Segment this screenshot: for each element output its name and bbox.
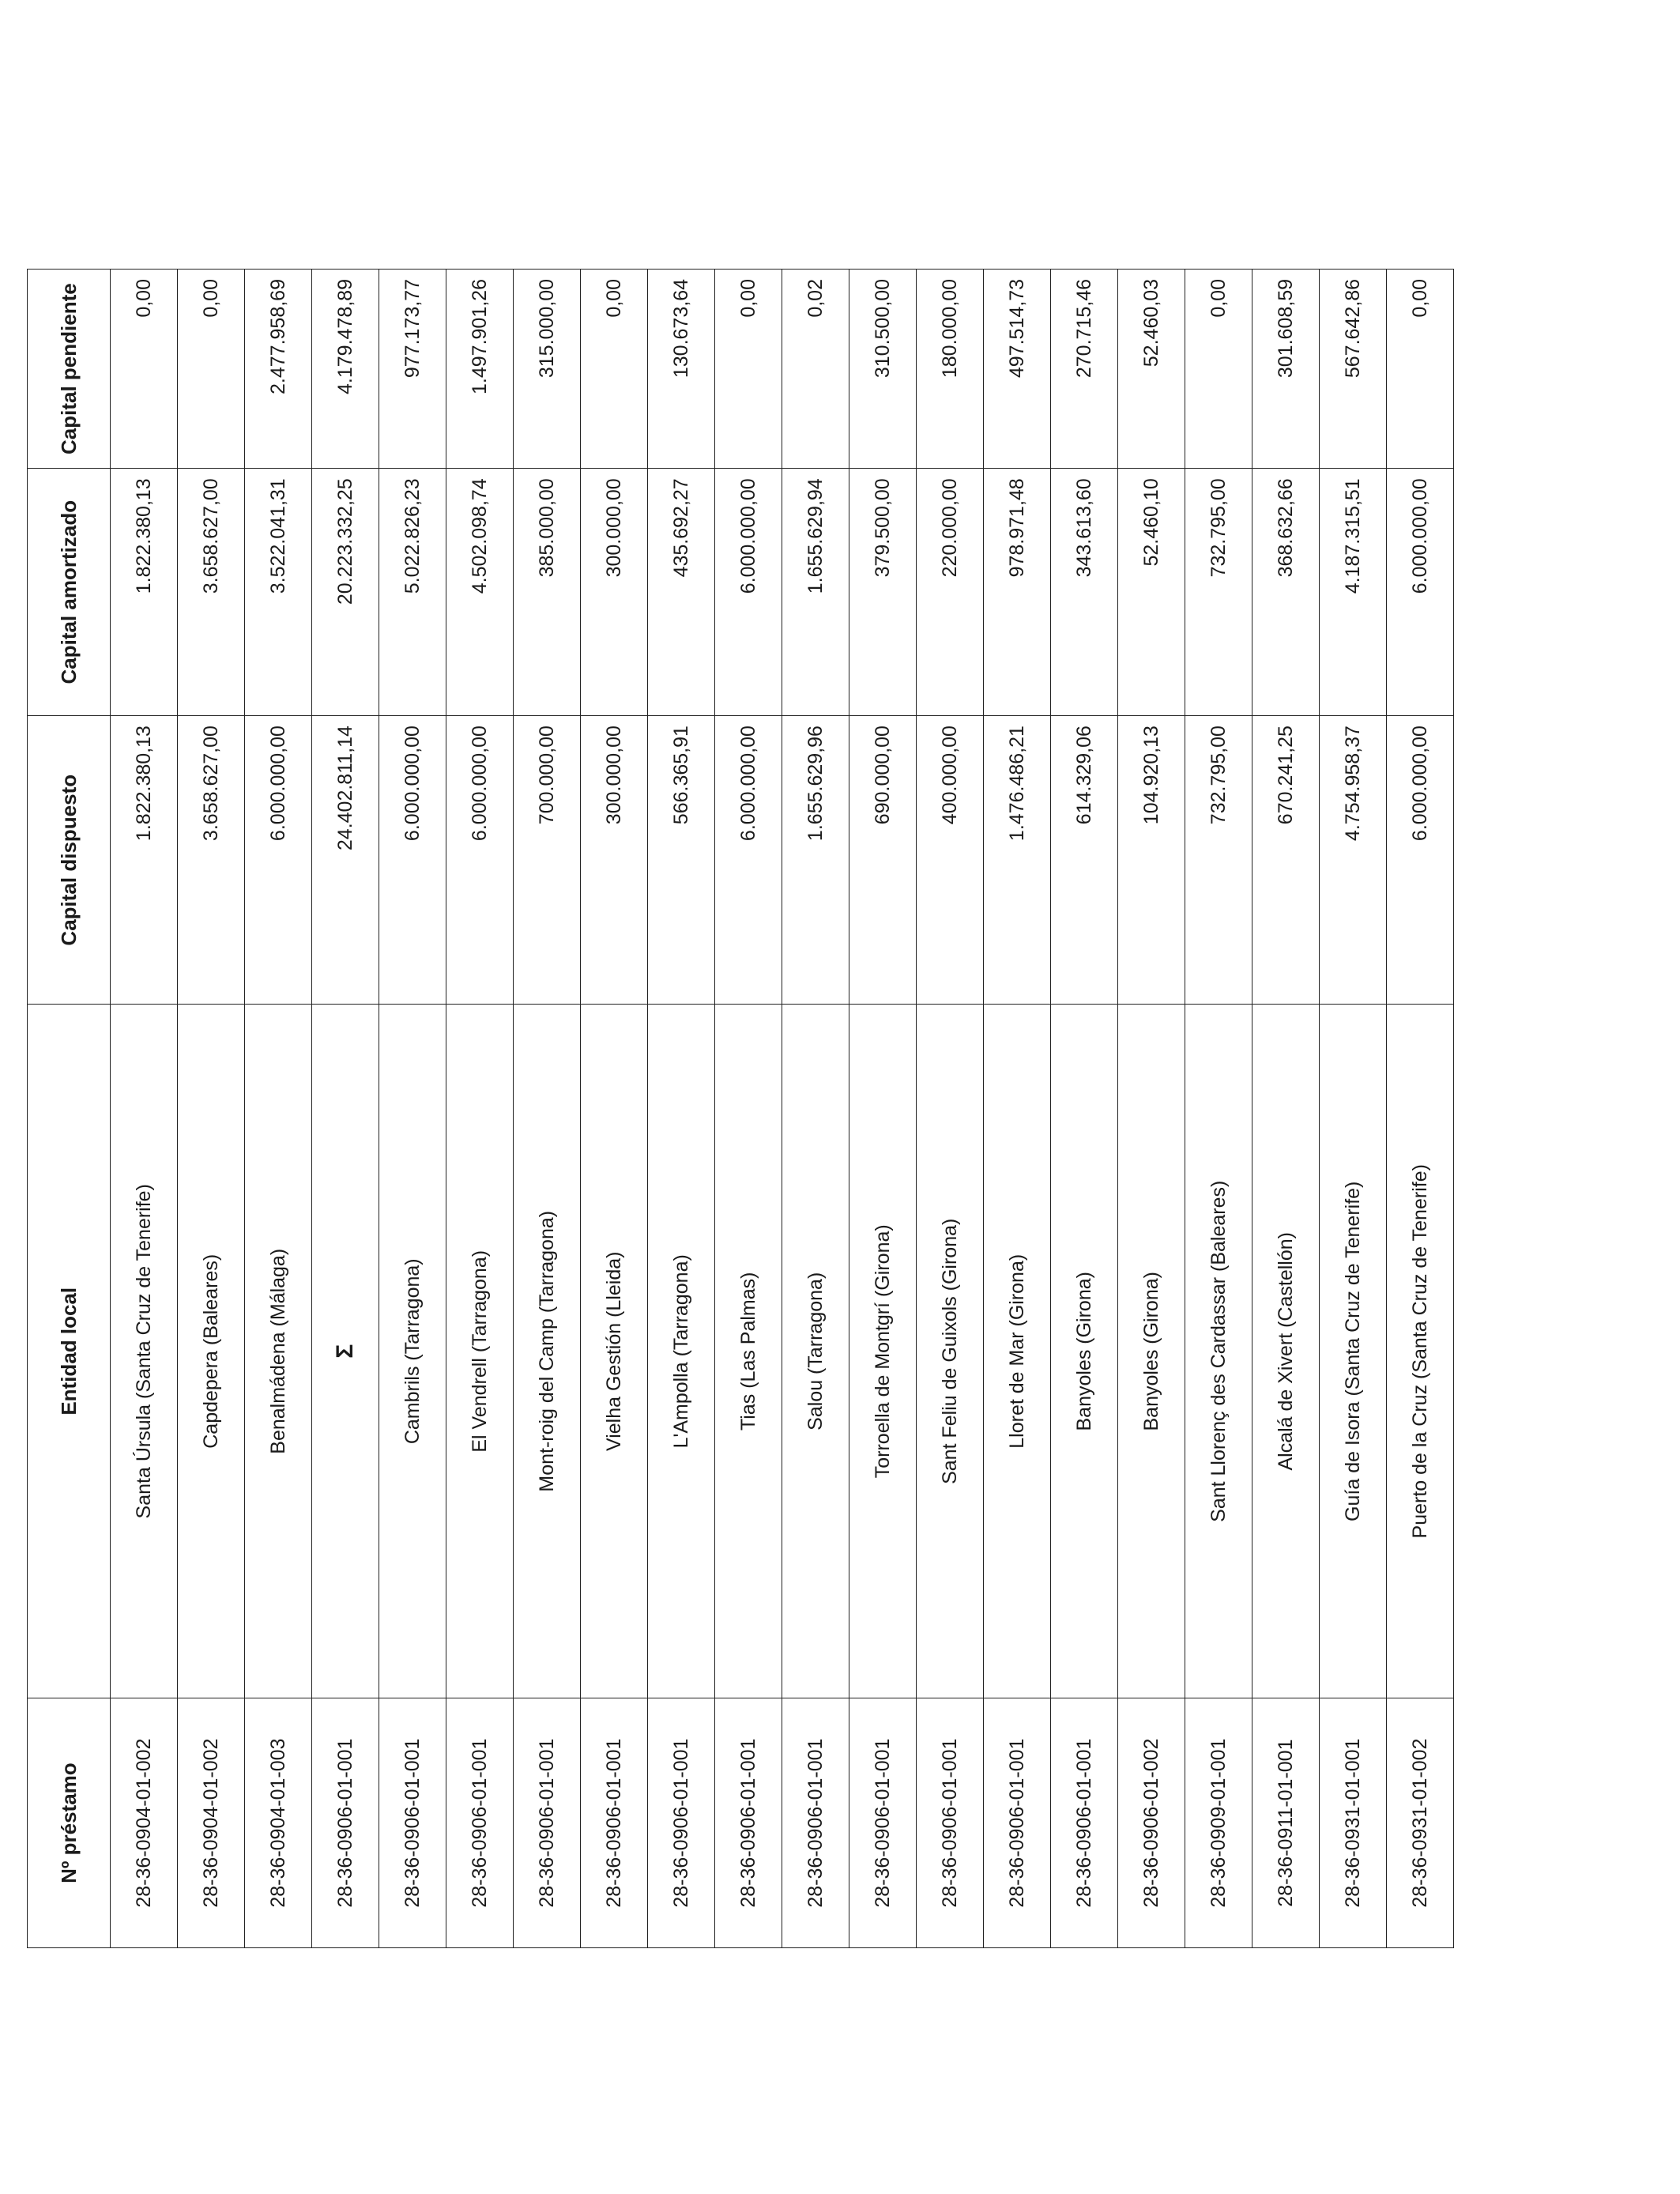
- cell-entidad: Tias (Las Palmas): [715, 1005, 782, 1698]
- cell-prestamo: 28-36-0906-01-001: [984, 1698, 1051, 1948]
- table-row: [245, 270, 312, 1948]
- table-row: [178, 270, 245, 1948]
- cell-entidad: Torroella de Montgrí (Girona): [849, 1005, 917, 1698]
- cell-amortizado: 20.223.332,25: [312, 469, 379, 716]
- cell-prestamo: 28-36-0906-01-001: [514, 1698, 581, 1948]
- cell-pendiente: 180.000,00: [917, 270, 984, 469]
- rotated-page-content: [27, 269, 1478, 1948]
- cell-pendiente: 270.715,46: [1051, 270, 1118, 469]
- header-prestamo: Nº préstamo: [28, 1698, 111, 1948]
- cell-pendiente: 567.642,86: [1320, 270, 1387, 469]
- header-entidad: Entidad local: [28, 1005, 111, 1698]
- cell-amortizado: 732.795,00: [1185, 469, 1252, 716]
- cell-prestamo: 28-36-0906-01-001: [379, 1698, 446, 1948]
- cell-entidad: Mont-roig del Camp (Tarragona): [514, 1005, 581, 1698]
- cell-prestamo: 28-36-0906-01-001: [581, 1698, 648, 1948]
- cell-dispuesto: 690.000,00: [849, 716, 917, 1005]
- cell-amortizado: 1.822.380,13: [111, 469, 178, 716]
- cell-dispuesto: 732.795,00: [1185, 716, 1252, 1005]
- table-row: [581, 270, 648, 1948]
- table-row: [446, 270, 514, 1948]
- cell-entidad: Puerto de la Cruz (Santa Cruz de Tenerife): [1387, 1005, 1454, 1698]
- header-pendiente: Capital pendiente: [28, 270, 111, 469]
- cell-dispuesto: 4.754.958,37: [1320, 716, 1387, 1005]
- table-row: [648, 270, 715, 1948]
- cell-pendiente: 0,00: [581, 270, 648, 469]
- cell-entidad: Banyoles (Girona): [1118, 1005, 1185, 1698]
- cell-dispuesto: 670.241,25: [1252, 716, 1320, 1005]
- cell-amortizado: 220.000,00: [917, 469, 984, 716]
- cell-dispuesto: 24.402.811,14: [312, 716, 379, 1005]
- cell-pendiente: 315.000,00: [514, 270, 581, 469]
- cell-amortizado: 1.655.629,94: [782, 469, 849, 716]
- cell-pendiente: 497.514,73: [984, 270, 1051, 469]
- table-row: [1051, 270, 1118, 1948]
- cell-pendiente: 977.173,77: [379, 270, 446, 469]
- cell-dispuesto: 3.658.627,00: [178, 716, 245, 1005]
- cell-pendiente: 310.500,00: [849, 270, 917, 469]
- cell-pendiente: 0,00: [1185, 270, 1252, 469]
- cell-pendiente: 4.179.478,89: [312, 270, 379, 469]
- cell-pendiente: 130.673,64: [648, 270, 715, 469]
- cell-entidad: Vielha Gestión (Lleida): [581, 1005, 648, 1698]
- cell-amortizado: 5.022.826,23: [379, 469, 446, 716]
- cell-prestamo: 28-36-0909-01-001: [1185, 1698, 1252, 1948]
- cell-dispuesto: 6.000.000,00: [715, 716, 782, 1005]
- cell-dispuesto: 566.365,91: [648, 716, 715, 1005]
- cell-prestamo: 28-36-0906-01-001: [715, 1698, 782, 1948]
- header-dispuesto: Capital dispuesto: [28, 716, 111, 1005]
- cell-dispuesto: 700.000,00: [514, 716, 581, 1005]
- cell-prestamo: 28-36-0931-01-002: [1387, 1698, 1454, 1948]
- cell-entidad: Benalmádena (Málaga): [245, 1005, 312, 1698]
- table-row: [514, 270, 581, 1948]
- header-row: [28, 270, 111, 1948]
- cell-prestamo: 28-36-0906-01-001: [917, 1698, 984, 1948]
- table-row: [1320, 270, 1387, 1948]
- table-row: [1185, 270, 1252, 1948]
- cell-amortizado: 379.500,00: [849, 469, 917, 716]
- cell-entidad: Alcalá de Xivert (Castellón): [1252, 1005, 1320, 1698]
- cell-entidad: Salou (Tarragona): [782, 1005, 849, 1698]
- cell-amortizado: 385.000,00: [514, 469, 581, 716]
- cell-pendiente: 0,02: [782, 270, 849, 469]
- cell-entidad: Banyoles (Girona): [1051, 1005, 1118, 1698]
- cell-entidad: Capdepera (Baleares): [178, 1005, 245, 1698]
- table-row: [111, 270, 178, 1948]
- cell-dispuesto: 6.000.000,00: [1387, 716, 1454, 1005]
- header-amortizado: Capital amortizado: [28, 469, 111, 716]
- cell-entidad: Santa Úrsula (Santa Cruz de Tenerife): [111, 1005, 178, 1698]
- cell-prestamo: 28-36-0904-01-002: [178, 1698, 245, 1948]
- cell-pendiente: 0,00: [715, 270, 782, 469]
- cell-entidad: Σ: [312, 1005, 379, 1698]
- cell-amortizado: 6.000.000,00: [715, 469, 782, 716]
- table-row: [379, 270, 446, 1948]
- cell-amortizado: 3.658.627,00: [178, 469, 245, 716]
- cell-prestamo: 28-36-0904-01-002: [111, 1698, 178, 1948]
- cell-dispuesto: 1.655.629,96: [782, 716, 849, 1005]
- cell-dispuesto: 1.822.380,13: [111, 716, 178, 1005]
- cell-amortizado: 300.000,00: [581, 469, 648, 716]
- cell-dispuesto: 1.476.486,21: [984, 716, 1051, 1005]
- table-row: [849, 270, 917, 1948]
- table-row: [1118, 270, 1185, 1948]
- cell-dispuesto: 300.000,00: [581, 716, 648, 1005]
- cell-dispuesto: 6.000.000,00: [379, 716, 446, 1005]
- table-row: [917, 270, 984, 1948]
- cell-pendiente: 301.608,59: [1252, 270, 1320, 469]
- cell-prestamo: 28-36-0906-01-001: [312, 1698, 379, 1948]
- cell-amortizado: 52.460,10: [1118, 469, 1185, 716]
- cell-pendiente: 0,00: [111, 270, 178, 469]
- cell-pendiente: 2.477.958,69: [245, 270, 312, 469]
- cell-entidad: Guía de Isora (Santa Cruz de Tenerife): [1320, 1005, 1387, 1698]
- cell-dispuesto: 104.920,13: [1118, 716, 1185, 1005]
- table-row: [984, 270, 1051, 1948]
- cell-entidad: El Vendrell (Tarragona): [446, 1005, 514, 1698]
- table-row: [782, 270, 849, 1948]
- cell-dispuesto: 6.000.000,00: [446, 716, 514, 1005]
- cell-pendiente: 52.460,03: [1118, 270, 1185, 469]
- cell-prestamo: 28-36-0904-01-003: [245, 1698, 312, 1948]
- cell-prestamo: 28-36-0906-01-001: [849, 1698, 917, 1948]
- cell-entidad: Sant Feliu de Guixols (Girona): [917, 1005, 984, 1698]
- cell-prestamo: 28-36-0906-01-001: [446, 1698, 514, 1948]
- cell-prestamo: 28-36-0931-01-001: [1320, 1698, 1387, 1948]
- table-row: [1252, 270, 1320, 1948]
- cell-amortizado: 4.187.315,51: [1320, 469, 1387, 716]
- cell-amortizado: 368.632,66: [1252, 469, 1320, 716]
- cell-amortizado: 3.522.041,31: [245, 469, 312, 716]
- table-row: [1387, 270, 1454, 1948]
- cell-amortizado: 435.692,27: [648, 469, 715, 716]
- cell-prestamo: 28-36-0911-01-001: [1252, 1698, 1320, 1948]
- cell-pendiente: 0,00: [1387, 270, 1454, 469]
- cell-entidad: Sant Llorenç des Cardassar (Baleares): [1185, 1005, 1252, 1698]
- cell-prestamo: 28-36-0906-01-002: [1118, 1698, 1185, 1948]
- cell-prestamo: 28-36-0906-01-001: [648, 1698, 715, 1948]
- cell-prestamo: 28-36-0906-01-001: [1051, 1698, 1118, 1948]
- cell-entidad: L'Ampolla (Tarragona): [648, 1005, 715, 1698]
- cell-amortizado: 4.502.098,74: [446, 469, 514, 716]
- cell-amortizado: 978.971,48: [984, 469, 1051, 716]
- cell-entidad: Cambrils (Tarragona): [379, 1005, 446, 1698]
- cell-entidad: Lloret de Mar (Girona): [984, 1005, 1051, 1698]
- cell-dispuesto: 614.329,06: [1051, 716, 1118, 1005]
- table-row: [715, 270, 782, 1948]
- cell-pendiente: 0,00: [178, 270, 245, 469]
- cell-prestamo: 28-36-0906-01-001: [782, 1698, 849, 1948]
- table-row: [312, 270, 379, 1948]
- cell-amortizado: 343.613,60: [1051, 469, 1118, 716]
- cell-dispuesto: 400.000,00: [917, 716, 984, 1005]
- cell-pendiente: 1.497.901,26: [446, 270, 514, 469]
- cell-dispuesto: 6.000.000,00: [245, 716, 312, 1005]
- loans-table: [27, 269, 1454, 1948]
- cell-amortizado: 6.000.000,00: [1387, 469, 1454, 716]
